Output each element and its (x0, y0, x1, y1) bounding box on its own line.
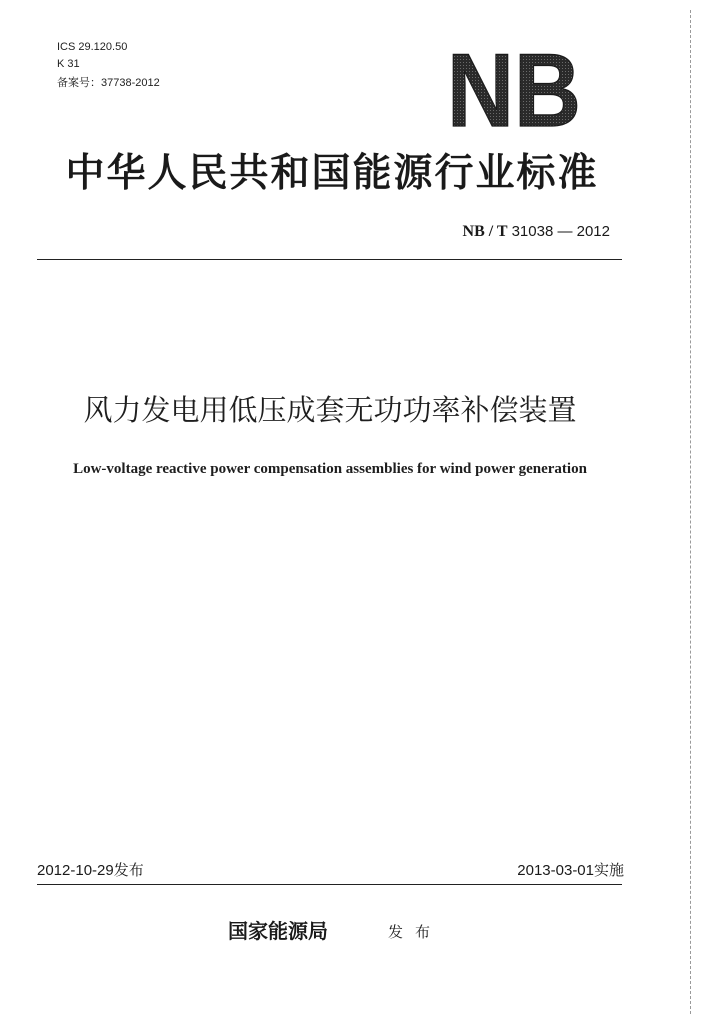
scan-edge-line (690, 10, 691, 1014)
classification-code: K 31 (57, 58, 80, 70)
issuer-name: 国家能源局 (228, 919, 328, 943)
issue-date: 2012-10-29发布 (37, 862, 144, 879)
svg-text:NB: NB (447, 40, 581, 136)
issuer-action: 发布 (388, 923, 443, 941)
standard-code-prefix: NB / T (462, 223, 508, 240)
top-divider (37, 259, 622, 260)
filing-number: 备案号：37738-2012 (57, 77, 160, 89)
organization-title: 中华人民共和国能源行业标准 (65, 150, 599, 196)
standard-code (463, 222, 610, 242)
implementation-date: 2013-03-01实施 (517, 862, 624, 879)
document-title-chinese: 风力发电用低压成套无功功率补偿装置 (83, 393, 577, 427)
nb-logo (444, 40, 584, 136)
standard-code-number: 31038 — 2012 (511, 223, 610, 240)
bottom-divider (37, 884, 622, 885)
document-title-english: Low-voltage reactive power compensation assemblies for wind power generation (73, 461, 587, 477)
ics-code: ICS 29.120.50 (57, 41, 128, 53)
